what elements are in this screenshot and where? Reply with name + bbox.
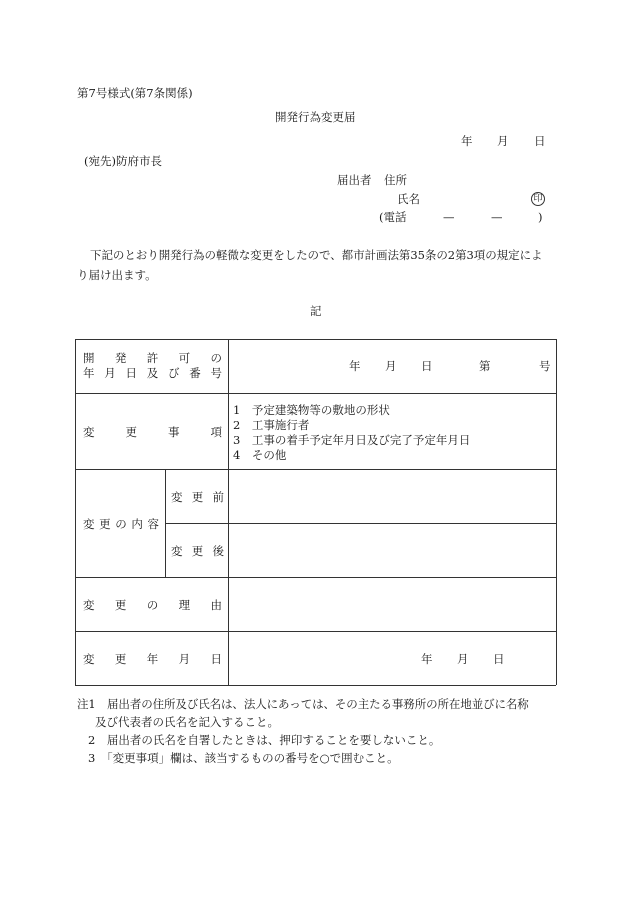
phone-dash-1: — xyxy=(443,210,455,224)
note-2: 2 届出者の氏名を自署したときは、押印することを要しないこと。 xyxy=(88,733,441,747)
date-month: 月 xyxy=(497,134,509,148)
form-label: 第7号様式(第7条関係) xyxy=(77,86,193,100)
permit-label-line-1: 開 発 許 可 の xyxy=(83,351,222,365)
ki-heading: 記 xyxy=(310,304,322,318)
change-item-2: 2 工事施行者 xyxy=(233,418,310,432)
note-1-line-1: 注1 届出者の住所及び氏名は、法人にあっては、その主たる事務所の所在地並びに名称 xyxy=(77,697,529,711)
applicant-label: 届出者 xyxy=(337,173,372,187)
permit-month: 月 xyxy=(385,359,397,373)
body-text-line-1: 下記のとおり開発行為の軽微な変更をしたので、都市計画法第35条の2第3項の規定によ xyxy=(90,248,543,262)
change-item-4: 4 その他 xyxy=(233,448,287,462)
addressee: (宛先)防府市長 xyxy=(84,154,162,168)
change-date-day: 日 xyxy=(493,652,505,666)
name-label: 氏名 xyxy=(397,192,420,206)
form-title: 開発行為変更届 xyxy=(275,110,356,124)
change-date-label: 変 更 年 月 日 xyxy=(83,652,222,666)
seal-mark: 印 xyxy=(531,192,545,206)
reason-label: 変 更 の 理 由 xyxy=(83,598,222,612)
change-date-month: 月 xyxy=(457,652,469,666)
permit-number-suffix: 号 xyxy=(539,359,551,373)
change-item-1: 1 予定建築物等の敷地の形状 xyxy=(233,403,390,417)
permit-number-prefix: 第 xyxy=(479,359,491,373)
address-label: 住所 xyxy=(384,173,407,187)
permit-day: 日 xyxy=(421,359,433,373)
phone-close: ) xyxy=(538,210,543,224)
phone-dash-2: — xyxy=(491,210,503,224)
permit-label-line-2: 年 月 日 及 び 番 号 xyxy=(83,366,222,380)
permit-year: 年 xyxy=(349,359,361,373)
date-year: 年 xyxy=(461,134,473,148)
phone-open: (電話 xyxy=(379,210,407,224)
change-content-label: 変 更 の 内 容 xyxy=(83,517,159,531)
date-day: 日 xyxy=(534,134,546,148)
before-label: 変 更 前 xyxy=(171,490,224,504)
change-items-label: 変 更 事 項 xyxy=(83,425,222,439)
after-label: 変 更 後 xyxy=(171,544,224,558)
change-date-year: 年 xyxy=(421,652,433,666)
change-item-3: 3 工事の着手予定年月日及び完了予定年月日 xyxy=(233,433,471,447)
note-3: 3 「変更事項」欄は、該当するものの番号を○で囲むこと。 xyxy=(88,751,399,765)
body-text-line-2: り届け出ます。 xyxy=(77,268,157,282)
note-1-line-2: 及び代表者の氏名を記入すること。 xyxy=(95,715,279,729)
